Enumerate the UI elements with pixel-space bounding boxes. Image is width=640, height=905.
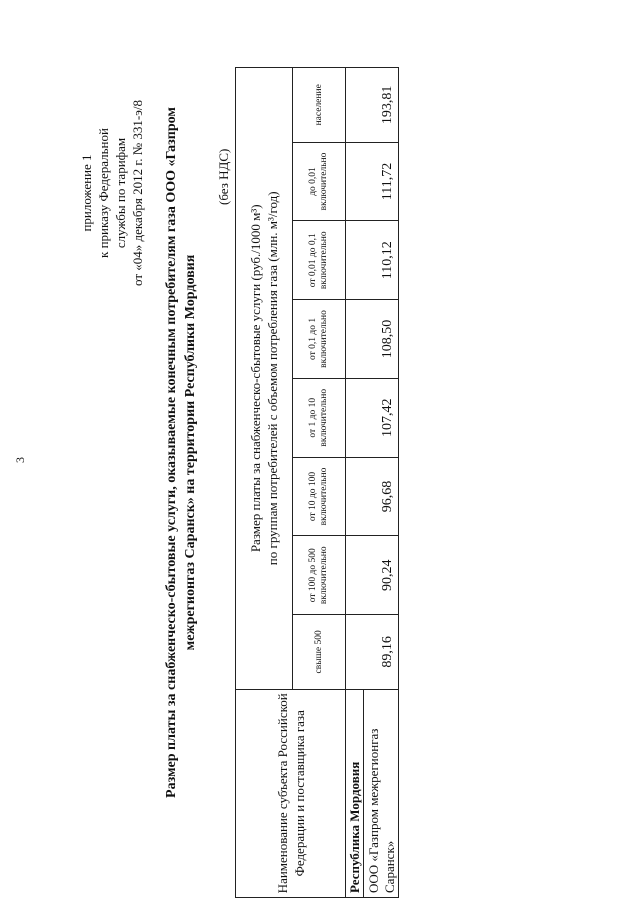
appendix-line-2: к приказу Федеральной bbox=[96, 128, 111, 258]
col-header-10-100: от 10 до 100 включительно bbox=[293, 457, 346, 536]
value-population: 193,81 bbox=[346, 68, 399, 143]
page-number: 3 bbox=[13, 457, 27, 463]
appendix-block bbox=[78, 93, 146, 293]
value-0-01-0-1: 110,12 bbox=[346, 221, 399, 300]
header-row-1 bbox=[236, 68, 293, 898]
col-header-up-to-0-01: до 0,01 включительно bbox=[293, 142, 346, 221]
tariff-table bbox=[235, 67, 399, 898]
appendix-line-3: службы по тарифам bbox=[113, 137, 128, 249]
value-1-10: 107,42 bbox=[346, 378, 399, 457]
document-title bbox=[162, 0, 200, 905]
vat-note: (без НДС) bbox=[216, 148, 231, 205]
col-header-100-500: от 100 до 500 включительно bbox=[293, 536, 346, 615]
value-over-500: 89,16 bbox=[346, 615, 399, 689]
region-row bbox=[346, 68, 364, 898]
group-header bbox=[236, 68, 293, 690]
col-header-0-01-0-1: от 0,01 до 0,1 включительно bbox=[293, 221, 346, 300]
title-line-2: межрегионгаз Саранск» на территории Республики Мордовия bbox=[183, 254, 198, 651]
value-up-to-0-01: 111,72 bbox=[346, 142, 399, 221]
col-header-over-500: свыше 500 bbox=[293, 615, 346, 689]
col-header-1-10: от 1 до 10 включительно bbox=[293, 378, 346, 457]
value-10-100: 96,68 bbox=[346, 457, 399, 536]
name-column-header: Наименование субъекта Российской Федерации и поставщика газа bbox=[236, 689, 346, 897]
group-header-line-2: по группам потребителей с объемом потребления газа (млн. м³/год) bbox=[265, 191, 280, 566]
title-line-1: Размер платы за снабженческо-сбытовые услуги, оказываемые конечным потребителям газа ООО «Газпром bbox=[164, 107, 179, 798]
col-header-population: население bbox=[293, 68, 346, 143]
appendix-line-1: приложение 1 bbox=[79, 154, 94, 232]
region-name: Республика Мордовия bbox=[346, 689, 364, 897]
col-header-0-1-1: от 0,1 до 1 включительно bbox=[293, 300, 346, 379]
value-0-1-1: 108,50 bbox=[346, 300, 399, 379]
company-name: ООО «Газпром межрегионгаз Саранск» bbox=[364, 689, 399, 897]
appendix-line-4: от «04» декабря 2012 г. № 331-э/8 bbox=[130, 100, 145, 286]
group-header-line-1: Размер платы за снабженческо-сбытовые услуги (руб./1000 м³) bbox=[248, 204, 263, 553]
value-100-500: 90,24 bbox=[346, 536, 399, 615]
